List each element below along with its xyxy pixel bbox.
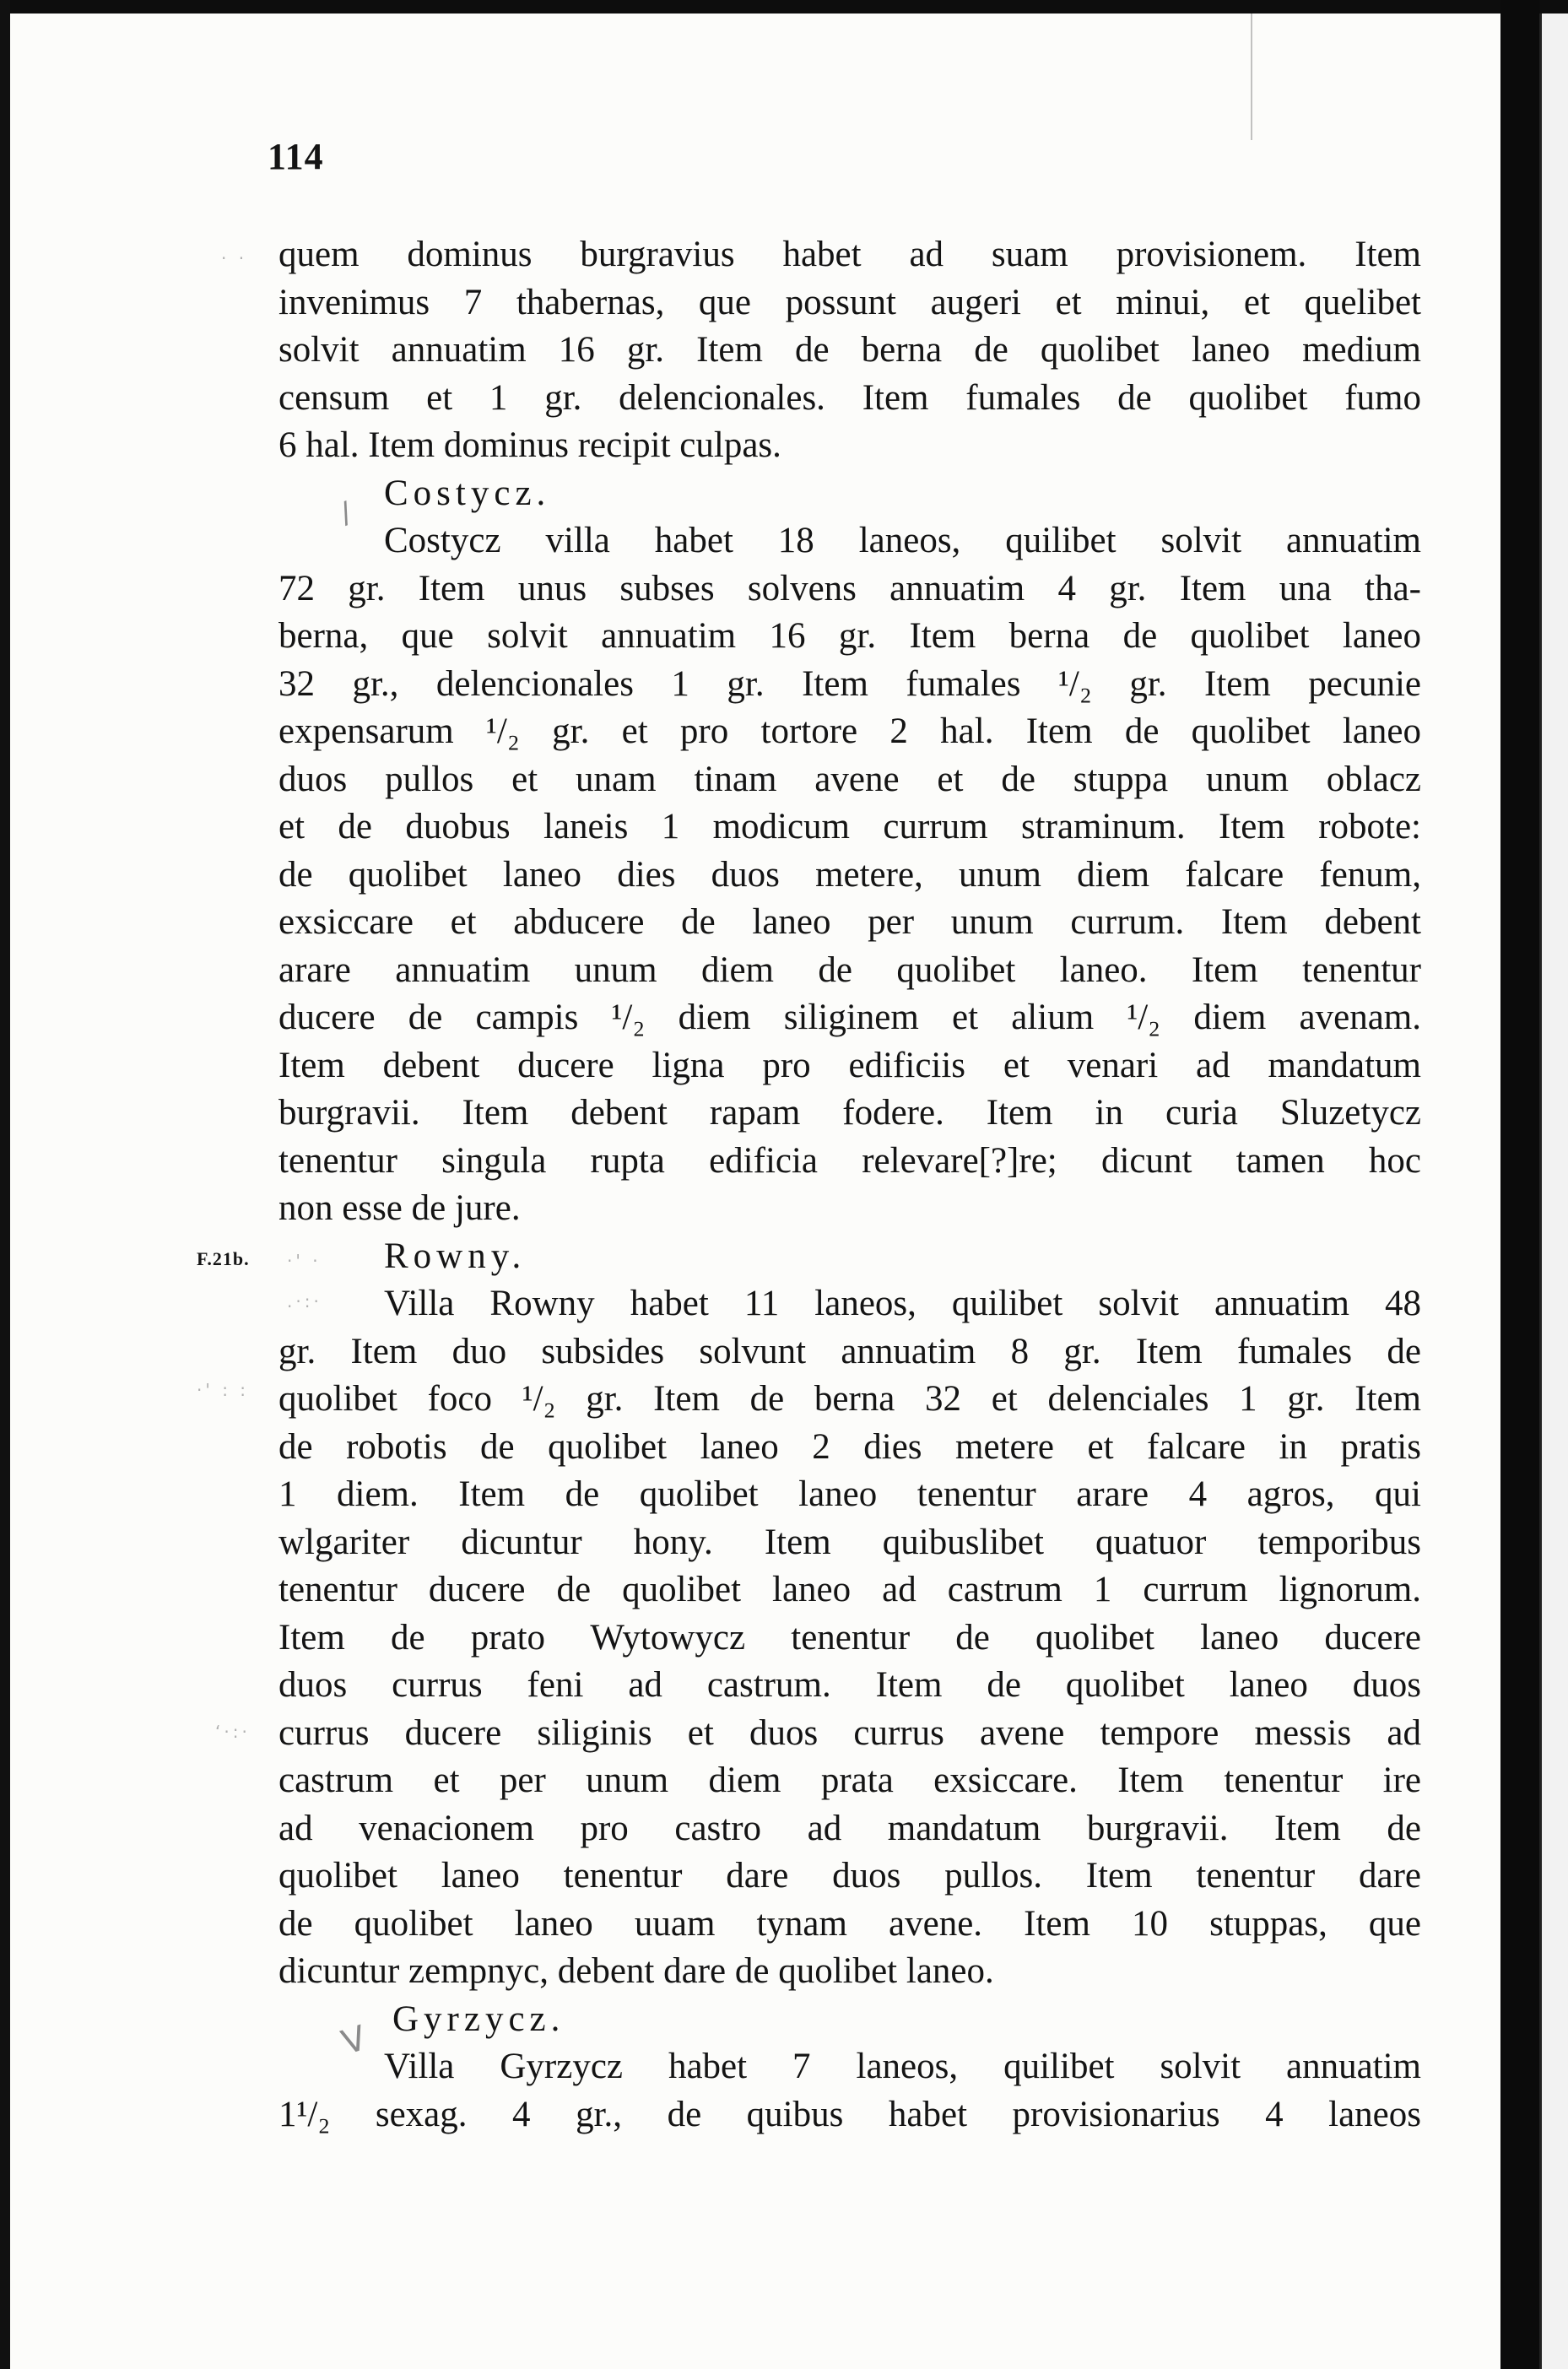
text-line: 72 gr. Item unus subses solvens annuatim 4 gr. Item una tha-: [278, 568, 1421, 608]
pencil-tick-mark: /: [335, 495, 356, 531]
text-line: et de duobus laneis 1 modicum currum straminum. Item robote:: [278, 807, 1421, 846]
folio-margin-note: F.21b.: [197, 1248, 250, 1269]
pencil-tick-mark: V: [337, 2018, 371, 2063]
text-line: duos currus feni ad castrum. Item de quolibet laneo duos: [278, 1665, 1421, 1705]
text-line: Villa Rowny habet 11 laneos, quilibet solvit annuatim 48: [384, 1284, 1421, 1323]
text-line: 6 hal. Item dominus recipit culpas.: [278, 425, 781, 465]
text-line: 1¹/₂ sexag. 4 gr., de quibus habet provisionarius 4 laneos: [278, 2094, 1421, 2134]
paragraph-rowny: [278, 1280, 1421, 1996]
text-line: ducere de campis ¹/₂ diem siliginem et alium ¹/₂ diem avenam.: [278, 998, 1421, 1037]
text-line: 32 gr., delencionales 1 gr. Item fumales ¹/₂ gr. Item pecunie: [278, 663, 1421, 704]
page-number: 114: [268, 136, 324, 177]
text-line: castrum et per unum diem prata exsiccare. Item tenentur ire: [278, 1761, 1421, 1800]
paragraph-gyrzycz: [278, 2043, 1421, 2139]
text-line: Item debent ducere ligna pro edificiis et venari ad mandatum: [278, 1045, 1421, 1085]
scan-speckle: ·' ·: [287, 1251, 322, 1271]
section-heading-rowny: Rowny.: [384, 1236, 527, 1276]
text-line: quem dominus burgravius habet ad suam provisionem. Item: [278, 235, 1421, 274]
text-line: ad venacionem pro castro ad mandatum burgravii. Item de: [278, 1808, 1421, 1848]
text-line: censum et 1 gr. delencionales. Item fumales de quolibet fumo: [278, 377, 1421, 418]
paragraph-costycz: [278, 517, 1421, 1233]
text-line: wlgariter dicuntur hony. Item quibuslibet quatuor temporibus: [278, 1522, 1421, 1562]
text-line: de robotis de quolibet laneo 2 dies metere et falcare in pratis: [278, 1426, 1421, 1467]
paragraph-intro: [278, 231, 1421, 470]
text-line: expensarum ¹/₂ gr. et pro tortore 2 hal. Item de quolibet laneo: [278, 711, 1421, 751]
text-line: Item de prato Wytowycz tenentur de quolibet laneo ducere: [278, 1617, 1421, 1658]
text-line: arare annuatim unum diem de quolibet laneo. Item tenentur: [278, 949, 1421, 990]
scan-speckle: ‘·:·: [215, 1722, 251, 1742]
text-line: tenentur ducere de quolibet laneo ad castrum 1 currum lignorum.: [278, 1570, 1421, 1609]
text-line: exsiccare et abducere de laneo per unum currum. Item debent: [278, 902, 1421, 942]
scan-border-top: [0, 0, 1568, 14]
text-line: quolibet laneo tenentur dare duos pullos. Item tenentur dare: [278, 1856, 1421, 1896]
page-crease: [1251, 14, 1252, 140]
text-line: non esse de jure.: [278, 1188, 521, 1228]
section-heading-gyrzycz: Gyrzycz.: [392, 1999, 565, 2039]
text-line: Villa Gyrzycz habet 7 laneos, quilibet solvit annuatim: [384, 2047, 1421, 2086]
text-line: berna, que solvit annuatim 16 gr. Item berna de quolibet laneo: [278, 616, 1421, 656]
text-line: burgravii. Item debent rapam fodere. Item in curia Sluzetycz: [278, 1093, 1421, 1133]
text-line: de quolibet laneo dies duos metere, unum diem falcare fenum,: [278, 854, 1421, 895]
scan-speckle: ·' : :: [197, 1380, 250, 1400]
text-line: duos pullos et unam tinam avene et de stuppa unum oblacz: [278, 759, 1421, 799]
text-line: invenimus 7 thabernas, que possunt augeri et minui, et quelibet: [278, 282, 1421, 322]
scan-speckle: · ·: [221, 248, 248, 268]
section-heading-costycz: Costycz.: [384, 473, 551, 513]
text-line: Costycz villa habet 18 laneos, quilibet solvit annuatim: [384, 521, 1421, 560]
scan-speckle: .·:·: [287, 1291, 322, 1312]
adjacent-page-edge: [1539, 14, 1568, 2369]
text-line: solvit annuatim 16 gr. Item de berna de quolibet laneo medium: [278, 330, 1421, 370]
document-body: [278, 231, 1421, 2139]
text-line: 1 diem. Item de quolibet laneo tenentur arare 4 agros, qui: [278, 1474, 1421, 1514]
text-line: tenentur singula rupta edificia relevare[?]re; dicunt tamen hoc: [278, 1140, 1421, 1181]
scan-border-right: [1500, 0, 1539, 2369]
text-line: dicuntur zempnyc, debent dare de quolibet laneo.: [278, 1951, 994, 1991]
text-line: quolibet foco ¹/₂ gr. Item de berna 32 et delenciales 1 gr. Item: [278, 1379, 1421, 1419]
text-line: currus ducere siliginis et duos currus avene tempore messis ad: [278, 1712, 1421, 1753]
text-line: gr. Item duo subsides solvunt annuatim 8 gr. Item fumales de: [278, 1331, 1421, 1371]
text-line: de quolibet laneo uuam tynam avene. Item 10 stuppas, que: [278, 1903, 1421, 1944]
scan-border-left: [0, 0, 10, 2369]
